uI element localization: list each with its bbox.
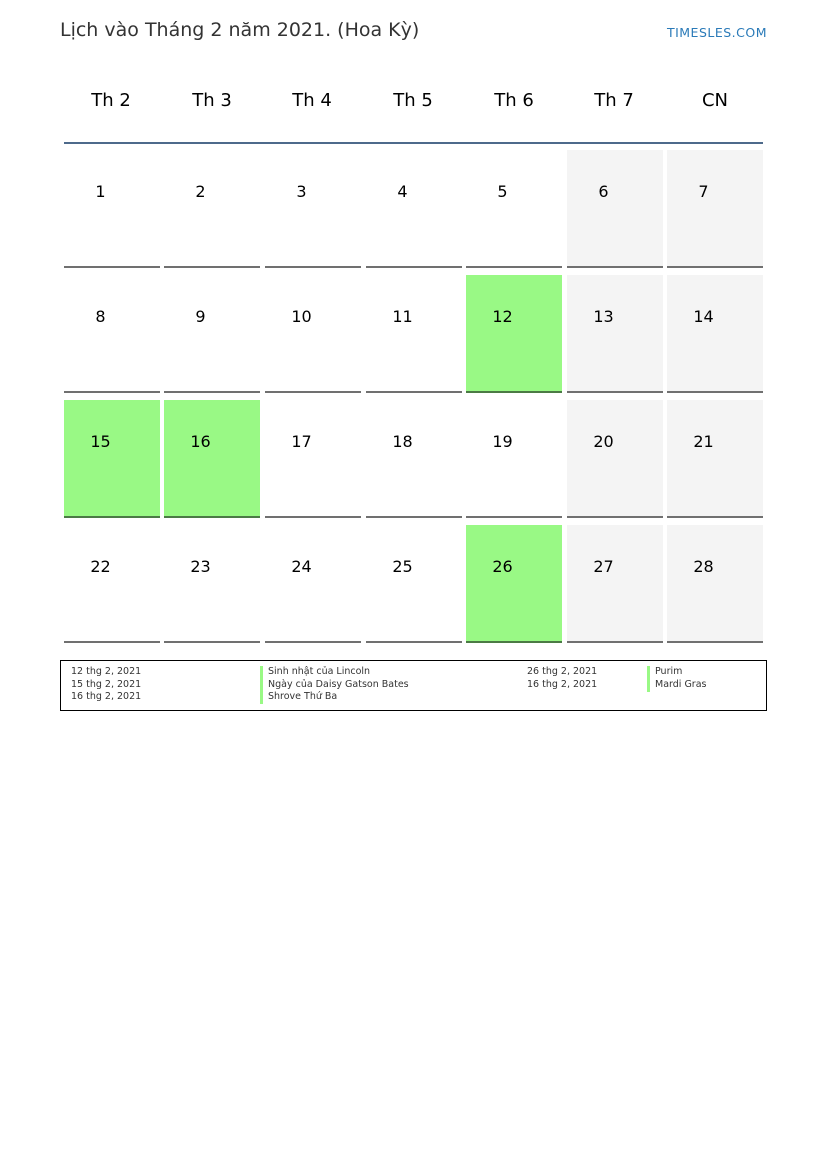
- day-number: 20: [593, 432, 614, 451]
- day-number: 15: [90, 432, 111, 451]
- weekday-sun: CN: [701, 90, 729, 111]
- day-number: 17: [291, 432, 312, 451]
- day-number: 26: [492, 557, 513, 576]
- weekday-thu: Th 5: [393, 90, 433, 111]
- legend-date: 16 thg 2, 2021: [527, 679, 598, 690]
- calendar-day-cell: [164, 400, 260, 518]
- calendar-day-cell: [265, 525, 361, 643]
- calendar-day-cell: [567, 525, 663, 643]
- day-number: 4: [397, 182, 408, 201]
- legend-holiday-name: Mardi Gras: [647, 679, 707, 692]
- calendar-day-cell: [366, 150, 462, 268]
- brand-link[interactable]: TIMESLES.COM: [666, 25, 767, 40]
- day-number: 21: [693, 432, 714, 451]
- calendar-day-cell: [466, 150, 562, 268]
- calendar-day-cell: [164, 150, 260, 268]
- weekday-fri: Th 6: [494, 90, 534, 111]
- day-number: 8: [95, 307, 106, 326]
- calendar-day-cell: [64, 150, 160, 268]
- calendar-day-cell: [366, 525, 462, 643]
- day-number: 18: [392, 432, 413, 451]
- calendar-day-cell: [164, 275, 260, 393]
- day-number: 19: [492, 432, 513, 451]
- legend-date: 16 thg 2, 2021: [71, 691, 142, 702]
- day-number: 24: [291, 557, 312, 576]
- page-title: Lịch vào Tháng 2 năm 2021. (Hoa Kỳ): [60, 19, 420, 41]
- day-number: 22: [90, 557, 111, 576]
- calendar-day-cell: [64, 275, 160, 393]
- calendar-day-cell: [366, 275, 462, 393]
- calendar-day-cell: [667, 275, 763, 393]
- calendar-day-cell: [265, 275, 361, 393]
- day-number: 9: [195, 307, 206, 326]
- calendar-day-cell: [567, 275, 663, 393]
- day-number: 25: [392, 557, 413, 576]
- day-number: 27: [593, 557, 614, 576]
- holiday-legend: [60, 660, 767, 711]
- legend-holiday-name: Shrove Thứ Ba: [260, 691, 337, 704]
- day-number: 3: [296, 182, 307, 201]
- legend-date: 26 thg 2, 2021: [527, 666, 598, 677]
- day-number: 14: [693, 307, 714, 326]
- calendar-day-cell: [64, 400, 160, 518]
- weekday-wed: Th 4: [292, 90, 332, 111]
- day-number: 1: [95, 182, 106, 201]
- day-number: 12: [492, 307, 513, 326]
- day-number: 16: [190, 432, 211, 451]
- calendar-day-cell: [164, 525, 260, 643]
- calendar-day-cell: [667, 400, 763, 518]
- header-divider: [64, 142, 763, 144]
- day-number: 7: [698, 182, 709, 201]
- calendar-day-cell: [366, 400, 462, 518]
- day-number: 5: [497, 182, 508, 201]
- day-number: 2: [195, 182, 206, 201]
- calendar-day-cell: [265, 150, 361, 268]
- day-number: 23: [190, 557, 211, 576]
- calendar-day-cell: [466, 275, 562, 393]
- calendar-day-cell: [667, 525, 763, 643]
- weekday-header: [61, 90, 766, 120]
- legend-date: 12 thg 2, 2021: [71, 666, 142, 677]
- weekday-sat: Th 7: [594, 90, 634, 111]
- legend-holiday-name: Sinh nhật của Lincoln: [260, 666, 370, 679]
- calendar-day-cell: [466, 400, 562, 518]
- day-number: 11: [392, 307, 413, 326]
- weekday-tue: Th 3: [192, 90, 232, 111]
- calendar-day-cell: [667, 150, 763, 268]
- day-number: 6: [598, 182, 609, 201]
- legend-holiday-name: Purim: [647, 666, 682, 679]
- day-number: 28: [693, 557, 714, 576]
- day-number: 13: [593, 307, 614, 326]
- calendar-day-cell: [265, 400, 361, 518]
- calendar-day-cell: [567, 150, 663, 268]
- calendar-day-cell: [466, 525, 562, 643]
- calendar-day-cell: [567, 400, 663, 518]
- day-number: 10: [291, 307, 312, 326]
- calendar-day-cell: [64, 525, 160, 643]
- legend-holiday-name: Ngày của Daisy Gatson Bates: [260, 679, 409, 692]
- weekday-mon: Th 2: [91, 90, 131, 111]
- legend-date: 15 thg 2, 2021: [71, 679, 142, 690]
